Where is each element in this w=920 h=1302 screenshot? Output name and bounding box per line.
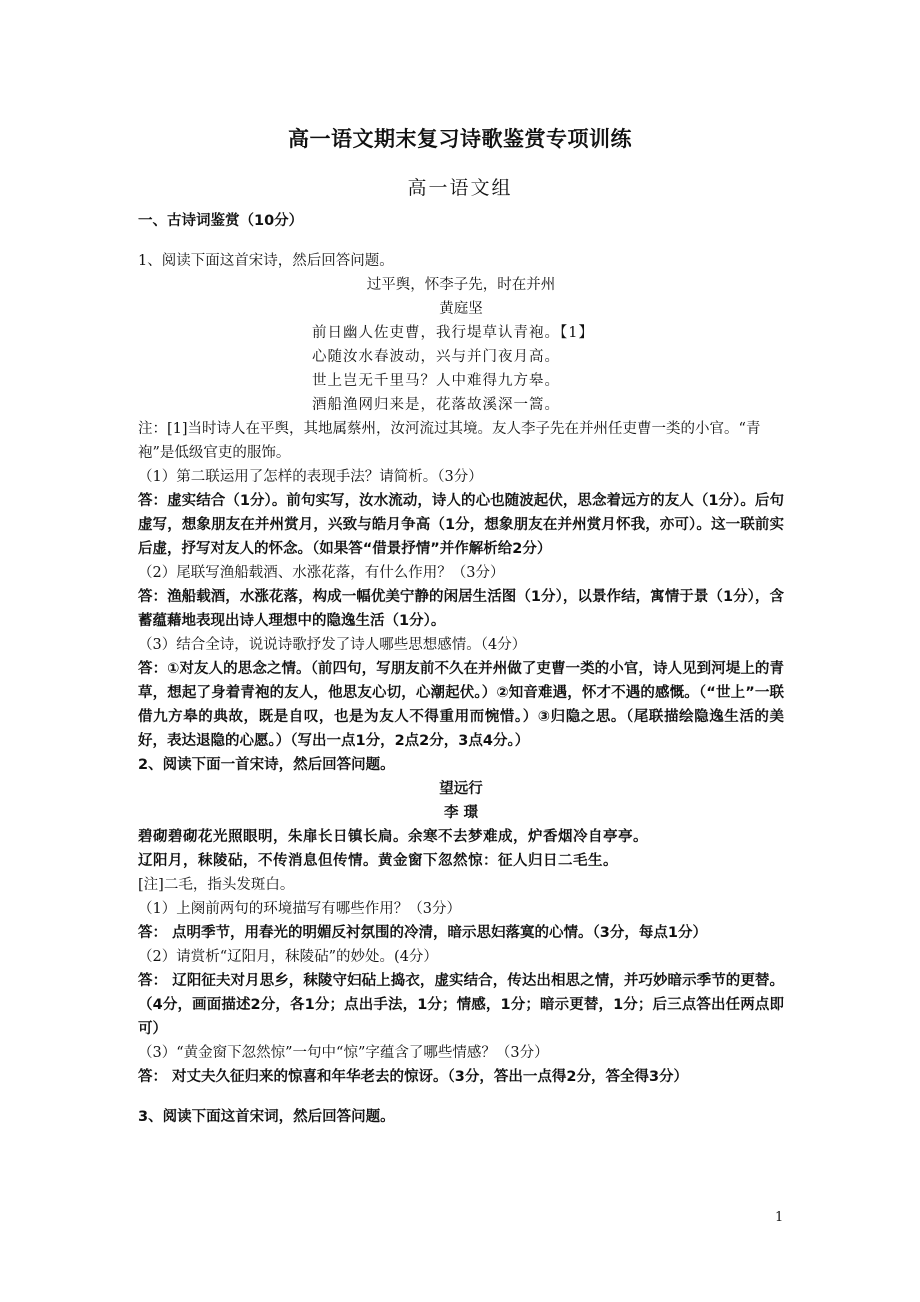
document-subtitle: 高一语文组 xyxy=(407,177,513,199)
poem-2-line: 辽阳月，秣陵砧，不传消息但传情。黄金窗下忽然惊：征人归日二毛生。 xyxy=(138,852,618,869)
question-2-sub-3: （3）“黄金窗下忽然惊”一句中“惊”字蕴含了哪些情感？（3分） xyxy=(138,1045,549,1061)
section-heading: 一、古诗词鉴赏（10分） xyxy=(138,213,304,229)
poem-2-note: [注]二毛，指头发斑白。 xyxy=(138,877,295,893)
question-3-heading: 3、阅读下面这首宋词，然后回答问题。 xyxy=(138,1109,395,1125)
question-1-sub-2: （2）尾联写渔船载酒、水涨花落，有什么作用？（3分） xyxy=(138,565,505,581)
poem-1-author: 黄庭坚 xyxy=(439,301,483,317)
question-1-sub-1: （1）第二联运用了怎样的表现手法？请简析。（3分） xyxy=(138,469,483,485)
page-number: 1 xyxy=(775,1210,784,1225)
question-1-sub-3: （3）结合全诗，说说诗歌抒发了诗人哪些思想感情。（4分） xyxy=(138,637,527,653)
poem-1-title: 过平舆，怀李子先，时在并州 xyxy=(366,277,556,293)
poem-1-note: 注：[1]当时诗人在平舆，其地属蔡州，汝河流过其境。友人李子先在并州任吏曹一类的小官。“青袍”是低级官吏的服饰。 xyxy=(138,421,761,461)
question-1-answer-2: 答：渔船载酒，水涨花落，构成一幅优美宁静的闲居生活图（1分），以景作结，寓情于景（1分），含蓄蕴藉地表现出诗人理想中的隐逸生活（1分）。 xyxy=(138,589,784,629)
poem-1-line: 心随汝水春波动，兴与并门夜月高。 xyxy=(312,349,560,365)
question-2-answer-2: 答： 辽阳征夫对月思乡，秣陵守妇砧上捣衣，虚实结合，传达出相思之情，并巧妙暗示季节的更替。（4分，画面描述2分，各1分；点出手法，1分；情感，1分；暗示更替，1分；后三点答出任两点即可） xyxy=(138,973,784,1037)
poem-2-author: 李 璟 xyxy=(443,805,479,821)
question-2-answer-1: 答： 点明季节，用春光的明媚反衬氛围的冷清，暗示思妇落寞的心情。（3分，每点1分） xyxy=(138,925,707,941)
poem-2-line: 碧砌碧砌花光照眼明，朱扉长日镇长扃。余寒不去梦难成，炉香烟冷自亭亭。 xyxy=(138,828,648,845)
document-title: 高一语文期末复习诗歌鉴赏专项训练 xyxy=(288,127,632,151)
poem-2-title: 望远行 xyxy=(439,781,483,797)
question-2-answer-3: 答： 对丈夫久征归来的惊喜和年华老去的惊讶。（3分，答出一点得2分，答全得3分） xyxy=(138,1069,689,1085)
question-1-heading: 1、阅读下面这首宋诗，然后回答问题。 xyxy=(138,253,394,269)
poem-1-line: 酒船渔网归来是，花落故溪深一篙。 xyxy=(312,397,560,413)
question-1-answer-3: 答：①对友人的思念之情。（前四句，写朋友前不久在并州做了吏曹一类的小官，诗人见到河堤上的青草，想起了身着青袍的友人，他思友心切，心潮起伏。）②知音难遇，怀才不遇的感慨。（“世上”一联借九方皋的典故，既是自叹，也是为友人不得重用而惋惜。）③归隐之思。（尾联描绘隐逸生活的美好，表达退隐的心愿。）（写出一点1分，2点2分，3点4分。） xyxy=(138,661,784,749)
document-body xyxy=(138,209,784,1129)
question-2-heading: 2、阅读下面一首宋诗，然后回答问题。 xyxy=(138,757,395,773)
poem-1-line: 世上岂无千里马？人中难得九方皋。 xyxy=(312,373,560,389)
poem-1-line: 前日幽人佐吏曹，我行堤草认青袍。【1】 xyxy=(312,325,594,341)
question-2-sub-2: （2）请赏析“辽阳月，秣陵砧”的妙处。(4分） xyxy=(138,949,438,965)
question-1-answer-1: 答：虚实结合（1分）。前句实写，汝水流动，诗人的心也随波起伏，思念着远方的友人（1分）。后句虚写，想象朋友在并州赏月，兴致与皓月争高（1分，想象朋友在并州赏月怀我，亦可）。这一联前实后虚，抒写对友人的怀念。（如果答“借景抒情”并作解析给2分） xyxy=(138,493,784,557)
question-2-sub-1: （1）上阕前两句的环境描写有哪些作用？（3分） xyxy=(138,901,461,917)
